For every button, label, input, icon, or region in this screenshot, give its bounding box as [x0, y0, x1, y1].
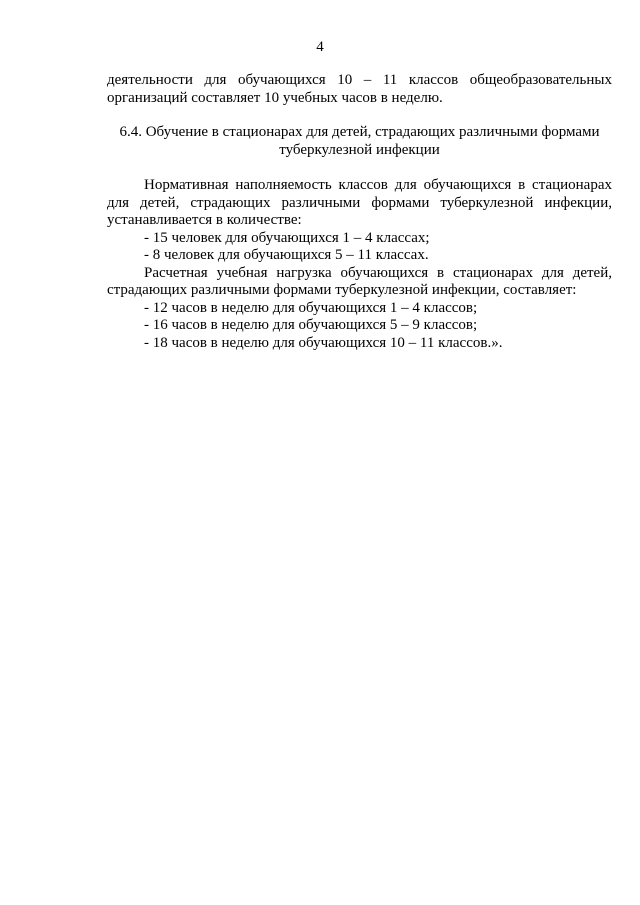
section-heading-line-1: 6.4. Обучение в стационарах для детей, страдающих различными формами: [119, 124, 600, 140]
page-number: 4: [316, 39, 324, 55]
list-item: - 16 часов в неделю для обучающихся 5 – 9 классов;: [144, 317, 478, 333]
intro-line-1: деятельности для обучающихся 10 – 11 классов общеобразовательных: [107, 72, 612, 88]
paragraph-2-line-1: Расчетная учебная нагрузка обучающихся в стационарах для детей,: [144, 264, 612, 281]
paragraph-1-line-1: Нормативная наполняемость классов для обучающихся в стационарах: [144, 177, 612, 193]
paragraph-1-line-2: для детей, страдающих различными формами туберкулезной инфекции,: [107, 194, 612, 211]
spacer: [107, 107, 612, 124]
spacer: [107, 159, 612, 177]
document-body: [107, 72, 612, 352]
section-heading-line-2: туберкулезной инфекции: [279, 141, 440, 158]
list-item: - 12 часов в неделю для обучающихся 1 – 4 классов;: [144, 299, 478, 316]
list-item: - 18 часов в неделю для обучающихся 10 – 11 классов.».: [144, 334, 503, 351]
intro-line-2: организаций составляет 10 учебных часов в неделю.: [107, 89, 443, 106]
list-item: - 8 человек для обучающихся 5 – 11 классах.: [144, 247, 429, 263]
paragraph-1-line-3: устанавливается в количестве:: [107, 212, 302, 228]
paragraph-2-line-2: страдающих различными формами туберкулезной инфекции, составляет:: [107, 282, 577, 298]
list-item: - 15 человек для обучающихся 1 – 4 классах;: [144, 229, 430, 246]
